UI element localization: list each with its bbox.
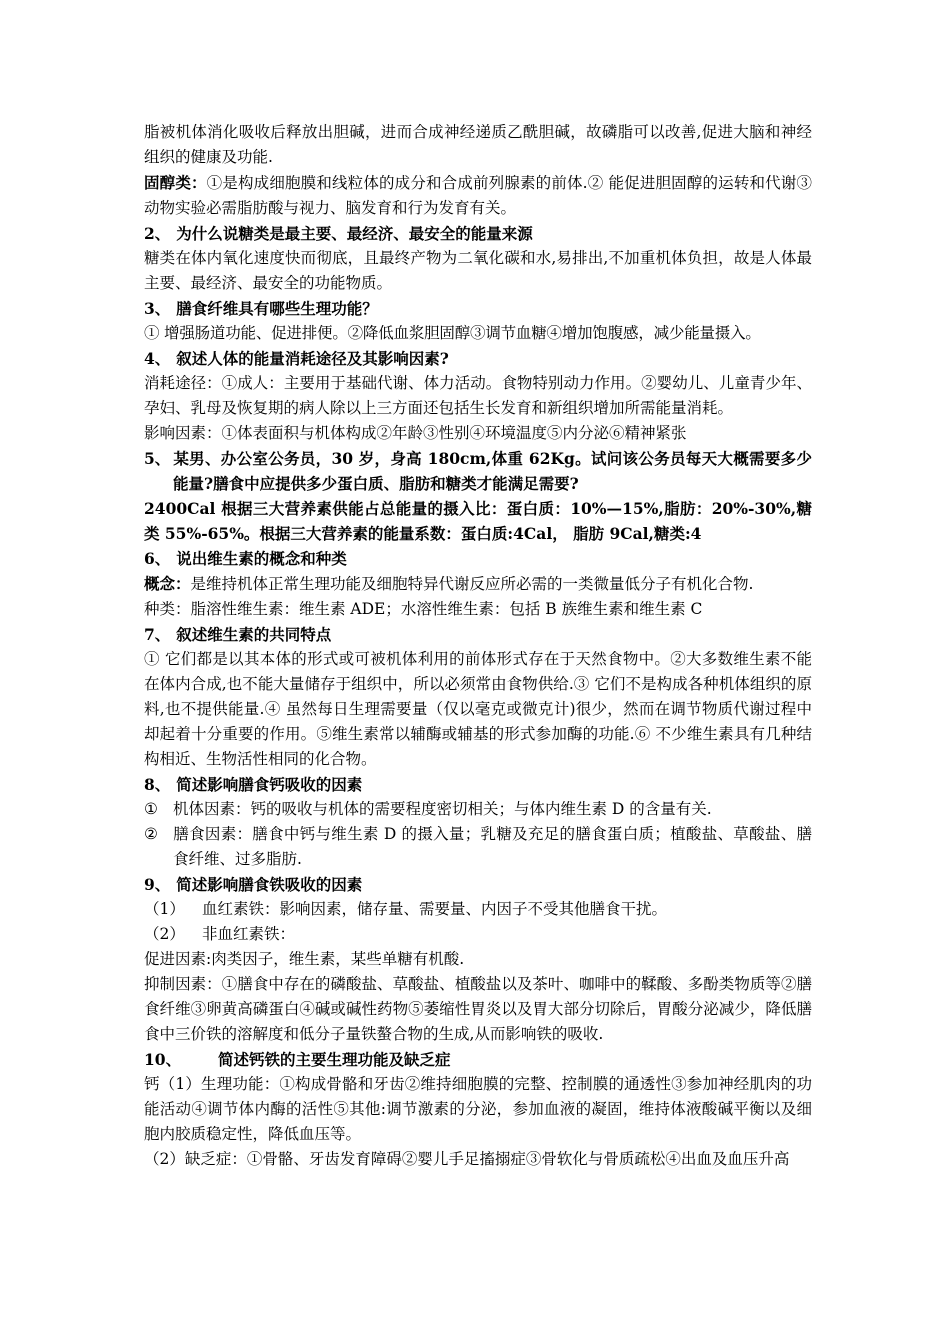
question-title: 简述影响膳食铁吸收的因素: [176, 875, 363, 894]
sterol-text: ①是构成细胞膜和线粒体的成分和合成前列腺素的前体.② 能促进胆固醇的运转和代谢③动物实验必需脂肪酸与视力、脑发育和行为发育有关。: [144, 174, 812, 217]
question-title: 说出维生素的概念和种类: [176, 549, 347, 568]
answer-9-nonheme-iron: [144, 922, 812, 947]
question-number: 6、: [144, 549, 171, 568]
answer-8-item-2: [144, 822, 812, 872]
question-number: 3、: [144, 299, 171, 318]
question-title: 简述影响膳食钙吸收的因素: [176, 775, 363, 794]
question-6-heading: [144, 546, 812, 571]
answer-10-deficiency: （2）缺乏症：①骨骼、牙齿发育障碍②婴儿手足搐搦症③骨软化与骨质疏松④出血及血压升高: [144, 1150, 790, 1168]
question-title: 叙述维生素的共同特点: [176, 625, 332, 644]
question-title: 某男、办公室公务员，30 岁，身高 180cm,体重 62Kg。试问该公务员每天大概需要多少能量?膳食中应提供多少蛋白质、脂肪和糖类才能满足需要?: [173, 449, 812, 493]
item-text: 非血红素铁：: [202, 925, 296, 943]
concept-text: 是维持机体正常生理功能及细胞特异代谢反应所必需的一类微量低分子有机化合物.: [190, 575, 754, 593]
answer-9-inhibiting: 抑制因素：①膳食中存在的磷酸盐、草酸盐、植酸盐以及茶叶、咖啡中的鞣酸、多酚类物质等②膳食纤维③卵黄高磷蛋白④碱或碱性药物⑤萎缩性胃炎以及胃大部分切除后，胃酸分泌减少，降低膳食中三价铁的溶解度和低分子量铁螯合物的生成,从而影响铁的吸收.: [144, 975, 812, 1043]
item-number: （1）: [144, 900, 185, 918]
question-number: 2、: [144, 224, 171, 243]
question-4-heading: [144, 346, 812, 371]
answer-4-factors: 影响因素：①体表面积与机体构成②年龄③性别④环境温度⑤内分泌⑥精神紧张: [144, 424, 687, 442]
question-5-heading: [144, 446, 812, 496]
answer-7: ① 它们都是以其本体的形式或可被机体利用的前体形式存在于天然食物中。②大多数维生素不能在体内合成,也不能大量储存于组织中，所以必须常由食物供给.③ 它们不是构成各种机体组织的原料,也不提供能量.④ 虽然每日生理需要量（仅以毫克或微克计)很少，然而在调节物质代谢过程中却起着十分重要的作用。⑤维生素常以辅酶或辅基的形式参加酶的功能.⑥ 不少维生素具有几种结构相近、生物活性相同的化合物。: [144, 650, 812, 768]
answer-6-concept: [144, 571, 812, 597]
answer-2: 糖类在体内氧化速度快而彻底，且最终产物为二氧化碳和水,易排出,不加重机体负担，故是人体最主要、最经济、最安全的功能物质。: [144, 249, 812, 292]
question-title: 简述钙铁的主要生理功能及缺乏症: [218, 1050, 451, 1069]
question-number: 9、: [144, 875, 171, 894]
answer-6-types: 种类：脂溶性维生素：维生素 ADE；水溶性维生素：包括 B 族维生素和维生素 C: [144, 600, 703, 618]
question-title: 为什么说糖类是最主要、最经济、最安全的能量来源: [176, 224, 533, 243]
item-text: 机体因素：钙的吸收与机体的需要程度密切相关；与体内维生素 D 的含量有关.: [173, 800, 712, 818]
question-2-heading: [144, 221, 812, 246]
item-number: ②: [144, 825, 158, 843]
item-number: ①: [144, 800, 158, 818]
question-number: 4、: [144, 349, 171, 368]
question-title: 膳食纤维具有哪些生理功能？: [176, 299, 378, 318]
item-text: 血红素铁：影响因素，储存量、需要量、内因子不受其他膳食干扰。: [202, 900, 668, 918]
answer-10-functions: 钙（1）生理功能：①构成骨骼和牙齿②维持细胞膜的完整、控制膜的通透性③参加神经肌肉的功能活动④调节体内酶的活性⑤其他:调节激素的分泌，参加血液的凝固，维持体液酸碱平衡以及细胞内胶质稳定性，降低血压等。: [144, 1075, 812, 1143]
question-number: 10、: [144, 1050, 182, 1069]
question-number: 7、: [144, 625, 171, 644]
answer-8-item-1: [144, 797, 812, 822]
item-number: （2）: [144, 925, 185, 943]
answer-3: ① 增强肠道功能、促进排便。②降低血浆胆固醇③调节血糖④增加饱腹感，减少能量摄入。: [144, 324, 761, 342]
paragraph-sterol: [144, 170, 812, 221]
question-title: 叙述人体的能量消耗途径及其影响因素?: [176, 349, 449, 368]
answer-4-pathways: 消耗途径：①成人：主要用于基础代谢、体力活动。食物特别动力作用。②婴幼儿、儿童青少年、孕妇、乳母及恢复期的病人除以上三方面还包括生长发育和新组织增加所需能量消耗。: [144, 374, 812, 417]
question-number: 5、: [144, 449, 171, 468]
paragraph-phospholipid: 脂被机体消化吸收后释放出胆碱，进而合成神经递质乙酰胆碱，故磷脂可以改善,促进大脑和神经组织的健康及功能.: [144, 123, 812, 166]
answer-9-heme-iron: [144, 897, 812, 922]
question-3-heading: [144, 296, 812, 321]
sterol-label: 固醇类：: [144, 173, 207, 192]
document-body: [144, 120, 812, 1172]
question-8-heading: [144, 772, 812, 797]
answer-9-promoting: 促进因素:肉类因子，维生素，某些单糖有机酸.: [144, 950, 465, 968]
question-7-heading: [144, 622, 812, 647]
question-number: 8、: [144, 775, 171, 794]
item-text: 膳食因素：膳食中钙与维生素 D 的摄入量；乳糖及充足的膳食蛋白质；植酸盐、草酸盐、膳食纤维、过多脂肪.: [173, 825, 812, 868]
concept-label: 概念：: [144, 574, 191, 593]
question-9-heading: [144, 872, 812, 897]
answer-5: 2400Cal 根据三大营养素供能占总能量的摄入比：蛋白质：10%—15%,脂肪：20%-30%,糖类 55%-65%。根据三大营养素的能量系数：蛋白质:4Cal， 脂肪 9Cal,糖类:4: [144, 499, 812, 543]
question-10-heading: [144, 1047, 812, 1072]
